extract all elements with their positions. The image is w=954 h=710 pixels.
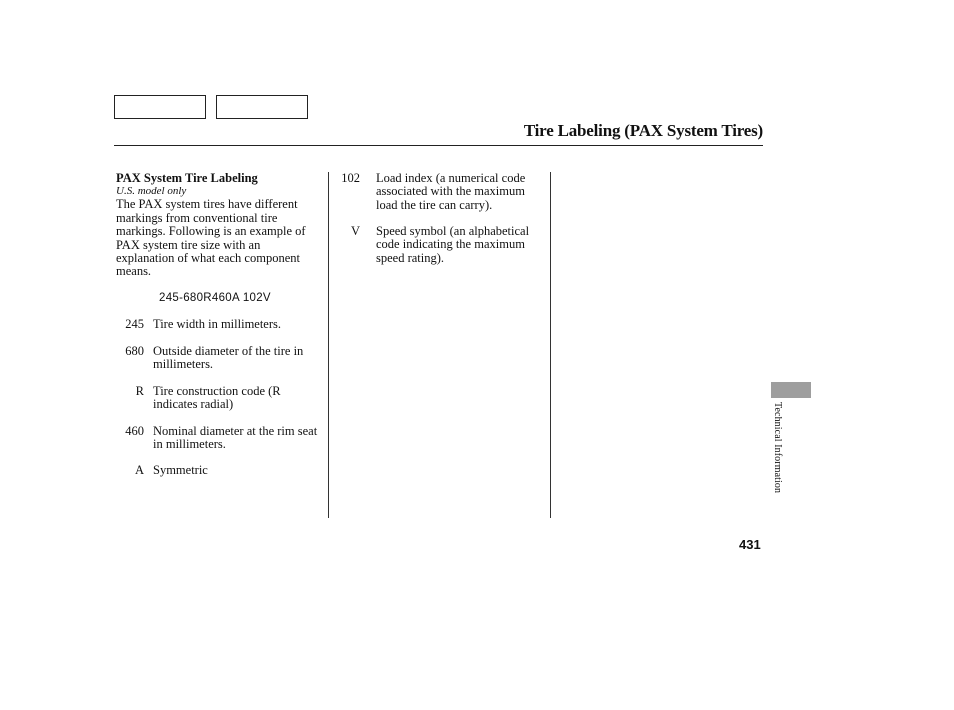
- page-number: 431: [739, 537, 761, 552]
- section-heading: PAX System Tire Labeling: [116, 171, 258, 185]
- entry-description: Load index (a numerical code associated with the maximum load the tire can carry).: [376, 171, 526, 212]
- tire-code-example: 245-680R460A 102V: [159, 292, 271, 304]
- title-rule: [114, 145, 763, 146]
- entry-code: 102: [341, 171, 360, 185]
- entry-code: 460: [125, 424, 144, 438]
- intro-paragraph: The PAX system tires have different markings from conventional tire markings. Following is an example of PAX system tire size with an explanation of what each component means.: [116, 197, 306, 279]
- entry-code: V: [350, 224, 360, 238]
- entry-code: A: [134, 463, 144, 477]
- entry-code: 245: [125, 317, 144, 331]
- entry-code: 680: [125, 344, 144, 358]
- left-column: [116, 172, 321, 279]
- section-tab[interactable]: [771, 382, 811, 398]
- nav-button-2[interactable]: [216, 95, 308, 119]
- entry-description: Outside diameter of the tire in millimeters.: [153, 344, 304, 372]
- section-tab-label: Technical Information: [772, 402, 783, 494]
- column-divider-1: [328, 172, 329, 518]
- page-title: Tire Labeling (PAX System Tires): [523, 121, 763, 140]
- section-note: U.S. model only: [116, 185, 187, 198]
- entry-code: R: [135, 384, 144, 398]
- column-divider-2: [550, 172, 551, 518]
- entry-description: Tire width in millimeters.: [153, 317, 282, 331]
- entry-description: Symmetric: [153, 463, 208, 477]
- entry-description: Speed symbol (an alphabetical code indicating the maximum speed rating).: [376, 224, 530, 265]
- nav-button-1[interactable]: [114, 95, 206, 119]
- entry-description: Nominal diameter at the rim seat in millimeters.: [153, 424, 318, 452]
- entry-description: Tire construction code (R indicates radial): [153, 384, 281, 412]
